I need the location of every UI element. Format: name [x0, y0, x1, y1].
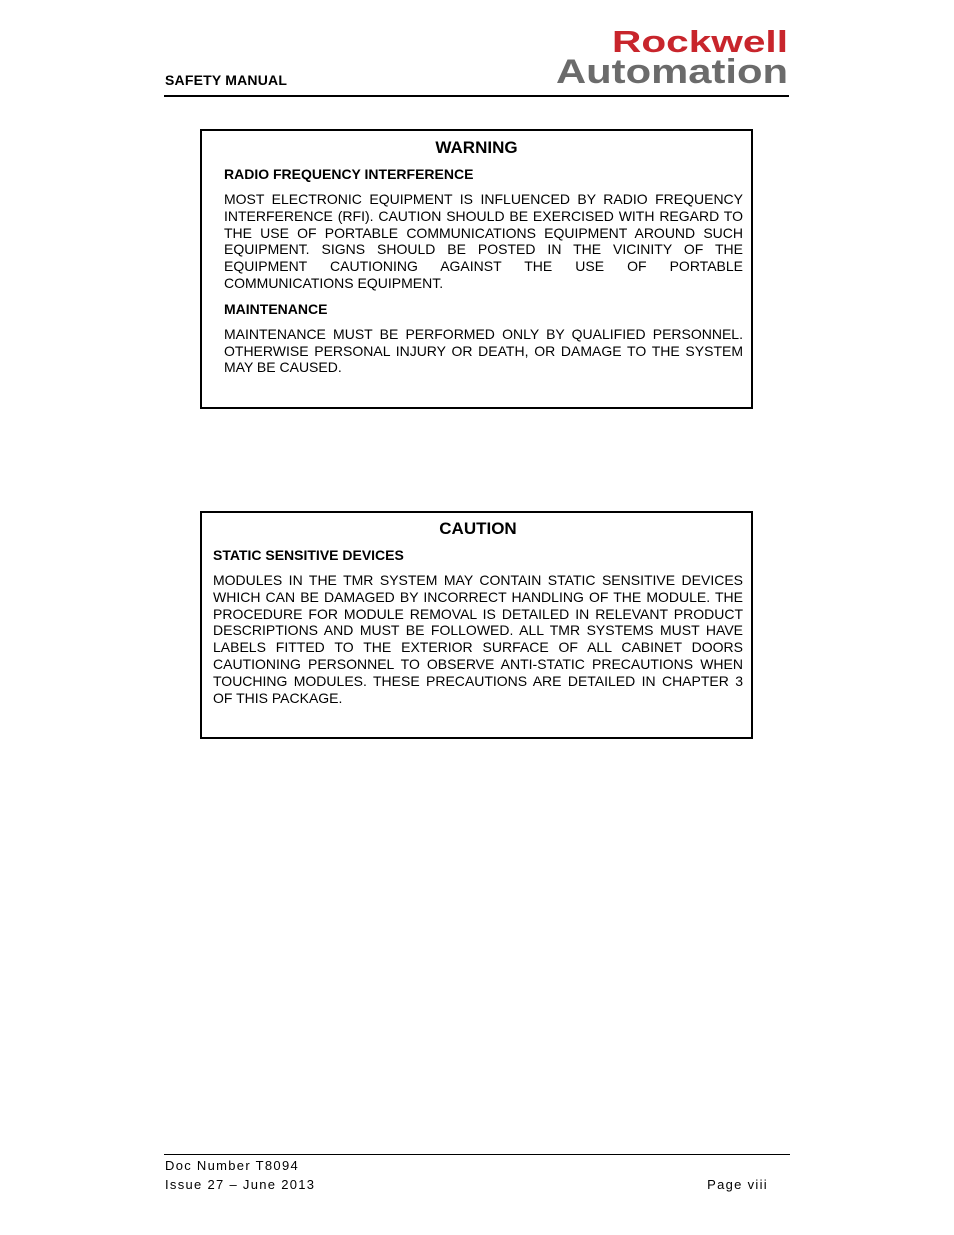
footer-divider: [164, 1154, 790, 1155]
warning-section-title: RADIO FREQUENCY INTERFERENCE: [224, 166, 474, 182]
caution-heading: CAUTION: [439, 519, 517, 538]
logo-automation: Automation: [556, 53, 788, 86]
caution-box: [200, 511, 753, 739]
warning-heading: WARNING: [435, 138, 518, 157]
warning-box: [200, 129, 753, 409]
header-title: SAFETY MANUAL: [165, 72, 288, 88]
footer-issue: Issue 27 – June 2013: [165, 1177, 316, 1192]
warning-section-title: MAINTENANCE: [224, 300, 328, 317]
caution-section-title: STATIC SENSITIVE DEVICES: [213, 547, 404, 563]
rockwell-automation-logo: [554, 26, 790, 86]
footer-page-number: Page viii: [707, 1177, 768, 1192]
logo-rockwell: Rockwell: [612, 26, 788, 59]
warning-section-body: MAINTENANCE MUST BE PERFORMED ONLY BY QUALIFIED PERSONNEL. OTHERWISE PERSONAL INJURY OR DEATH, OR DAMAGE TO THE SYSTEM MAY BE CAUSED.: [224, 325, 743, 376]
header-divider: [164, 95, 789, 97]
footer-doc-number: Doc Number T8094: [165, 1158, 300, 1173]
caution-section-body: MODULES IN THE TMR SYSTEM MAY CONTAIN STATIC SENSITIVE DEVICES WHICH CAN BE DAMAGED BY INCORRECT HANDLING OF THE MODULE. THE PROCEDURE FOR MODULE REMOVAL IS DETAILED IN RELEVANT PRODUCT DESCRIPTIONS AND MUST BE FOLLOWED. ALL TMR SYSTEMS MUST HAVE LABELS FITTED TO THE EXTERIOR SURFACE OF ALL CABINET DOORS CAUTIONING PERSONNEL TO OBSERVE ANTI-STATIC PRECAUTIONS WHEN TOUCHING MODULES. THESE PRECAUTIONS ARE DETAILED IN CHAPTER 3 OF THIS PACKAGE.: [213, 572, 743, 706]
warning-section-body: MOST ELECTRONIC EQUIPMENT IS INFLUENCED BY RADIO FREQUENCY INTERFERENCE (RFI). CAUTION SHOULD BE EXERCISED WITH REGARD TO THE USE OF PORTABLE COMMUNICATIONS EQUIPMENT AROUND SUCH EQUIPMENT. SIGNS SHOULD BE POSTED IN THE VICINITY OF THE EQUIPMENT CAUTIONING AGAINST THE USE OF PORTABLE COMMUNICATIONS EQUIPMENT.: [224, 191, 743, 291]
